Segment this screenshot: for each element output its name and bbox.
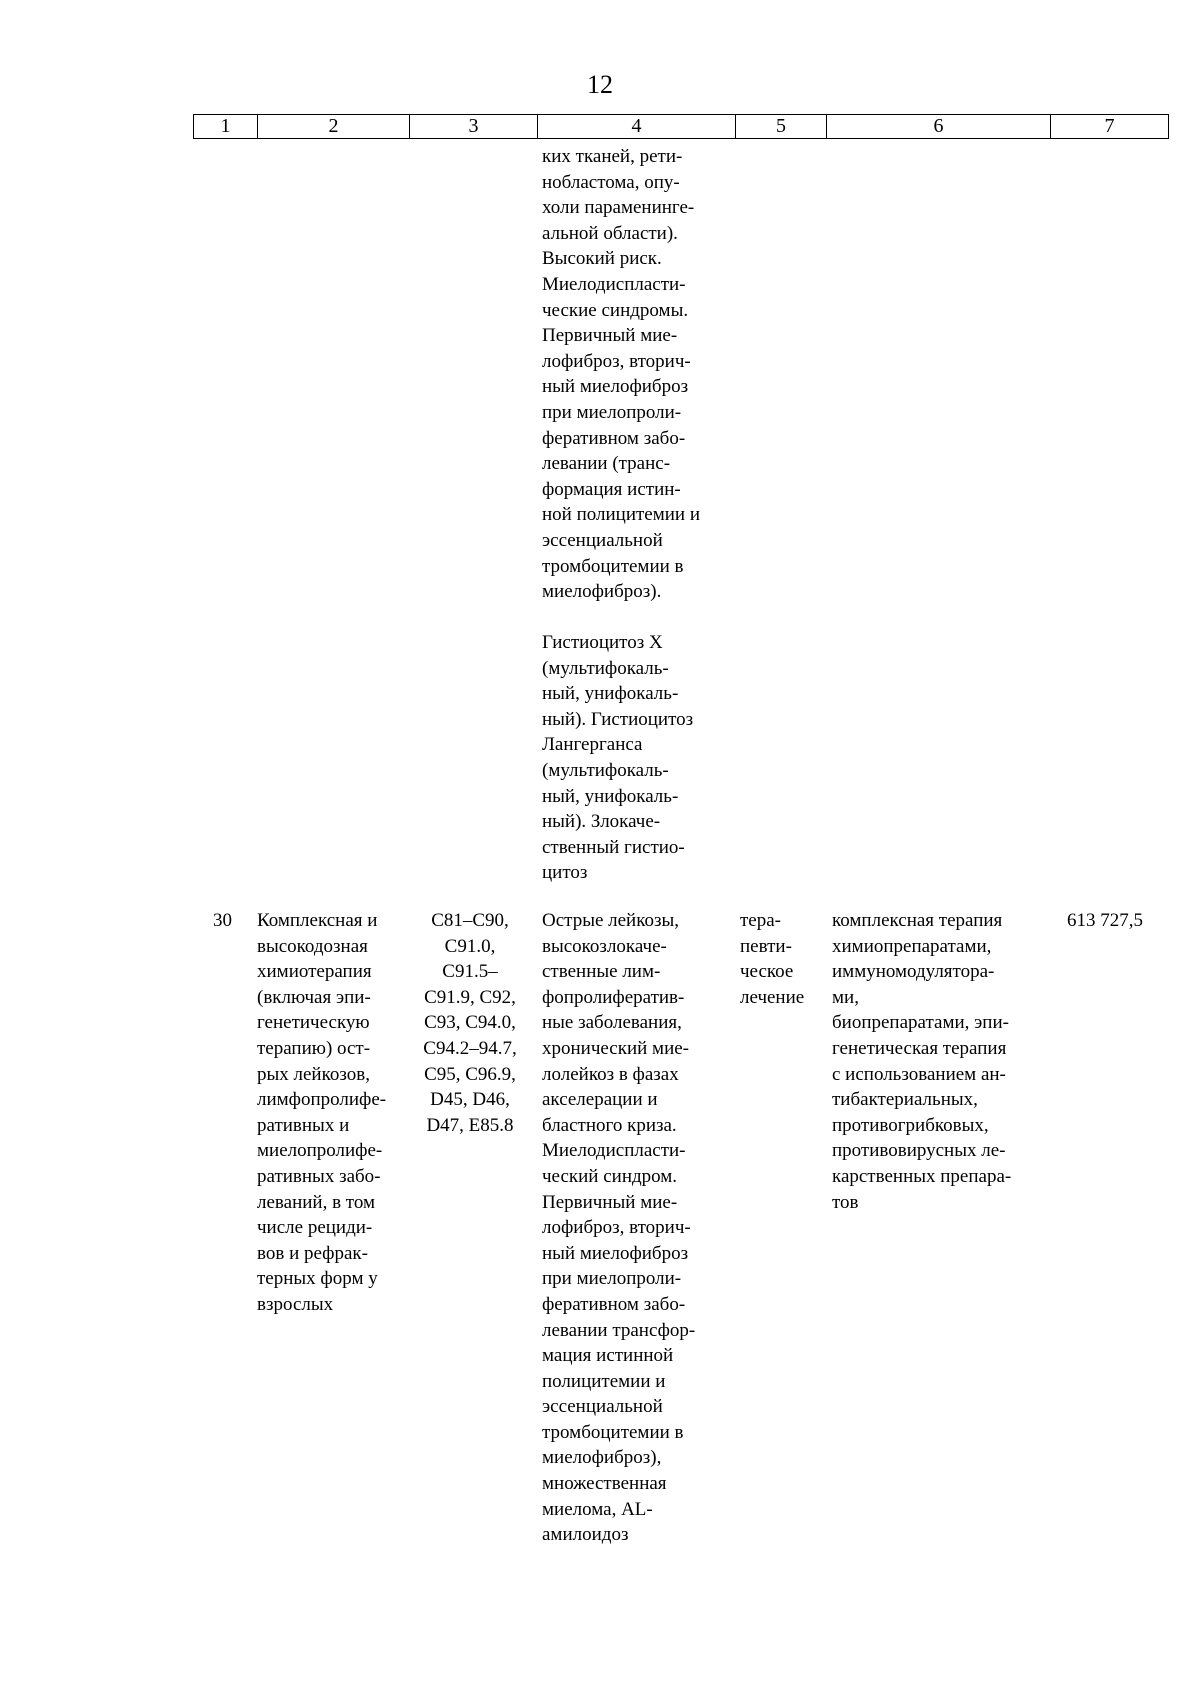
row-cost: 613 727,5: [1067, 910, 1143, 931]
header-cell-1: 1: [194, 115, 258, 138]
header-cell-4: 4: [538, 115, 736, 138]
row-patient-model: Острые лейкозы, высокозлокаче- ственные лим- фопролифератив- ные заболевания, хронический мие- лолейкоз в фазах акселерации и бластного криза. Миелодиспласти- ческий синдром. Первичный мие- лофиброз, вторич- ный миелофиброз при миелопроли- феративном забо- левании трансфор- мация истинной полицитемии и эссенциальной тромбоцитемии в миелофиброз), множественная миелома, AL- амилоидоз: [542, 910, 696, 1546]
continuation-model-text-1: ких тканей, рети- нобластома, опу- холи параменинге- альной области). Высокий риск. Миелодиспласти- ческие синдромы. Первичный мие- лофиброз, вторич- ный миелофиброз при миелопроли- феративном забо- левании (транс- формация истин- ной полицитемии и эссенциальной тромбоцитемии в миелофиброз).: [542, 146, 701, 603]
header-cell-3: 3: [410, 115, 538, 138]
header-cell-2: 2: [258, 115, 410, 138]
row-number: 30: [213, 910, 232, 931]
row-treatment-type: тера- певти- ческое лечение: [740, 910, 805, 1008]
header-cell-6: 6: [827, 115, 1051, 138]
row-care-type-name: Комплексная и высокодозная химиотерапия (включая эпи- генетическую терапию) ост- рых лейкозов, лимфопролифе- ративных и миелопролифе- ративных забо- леваний, в том числе рециди- вов и рефрак- терных форм у взрослых: [257, 910, 387, 1315]
header-cell-7: 7: [1104, 115, 1115, 137]
header-cell-5: 5: [736, 115, 827, 138]
table-header-row: [193, 114, 1169, 139]
row-icd-codes: C81–C90, C91.0, C91.5– C91.9, C92, C93, C94.0, C94.2–94.7, C95, C96.9, D45, D46, D47, E85.8: [423, 910, 517, 1136]
continuation-model-text-2: Гистиоцитоз X (мультифокаль- ный, унифокаль- ный). Гистиоцитоз Лангерганса (мультифокаль- ный, унифокаль- ный). Злокаче- ственный гистио- цитоз: [542, 632, 694, 884]
row-treatment-method: комплексная терапия химиопрепаратами, иммуномодулятора- ми, биопрепаратами, эпи- генетическая терапия с использованием ан- тибактериальных, противогрибковых, противовирусных ле- карственных препара- тов: [832, 910, 1012, 1213]
page-number: 12: [587, 70, 613, 99]
